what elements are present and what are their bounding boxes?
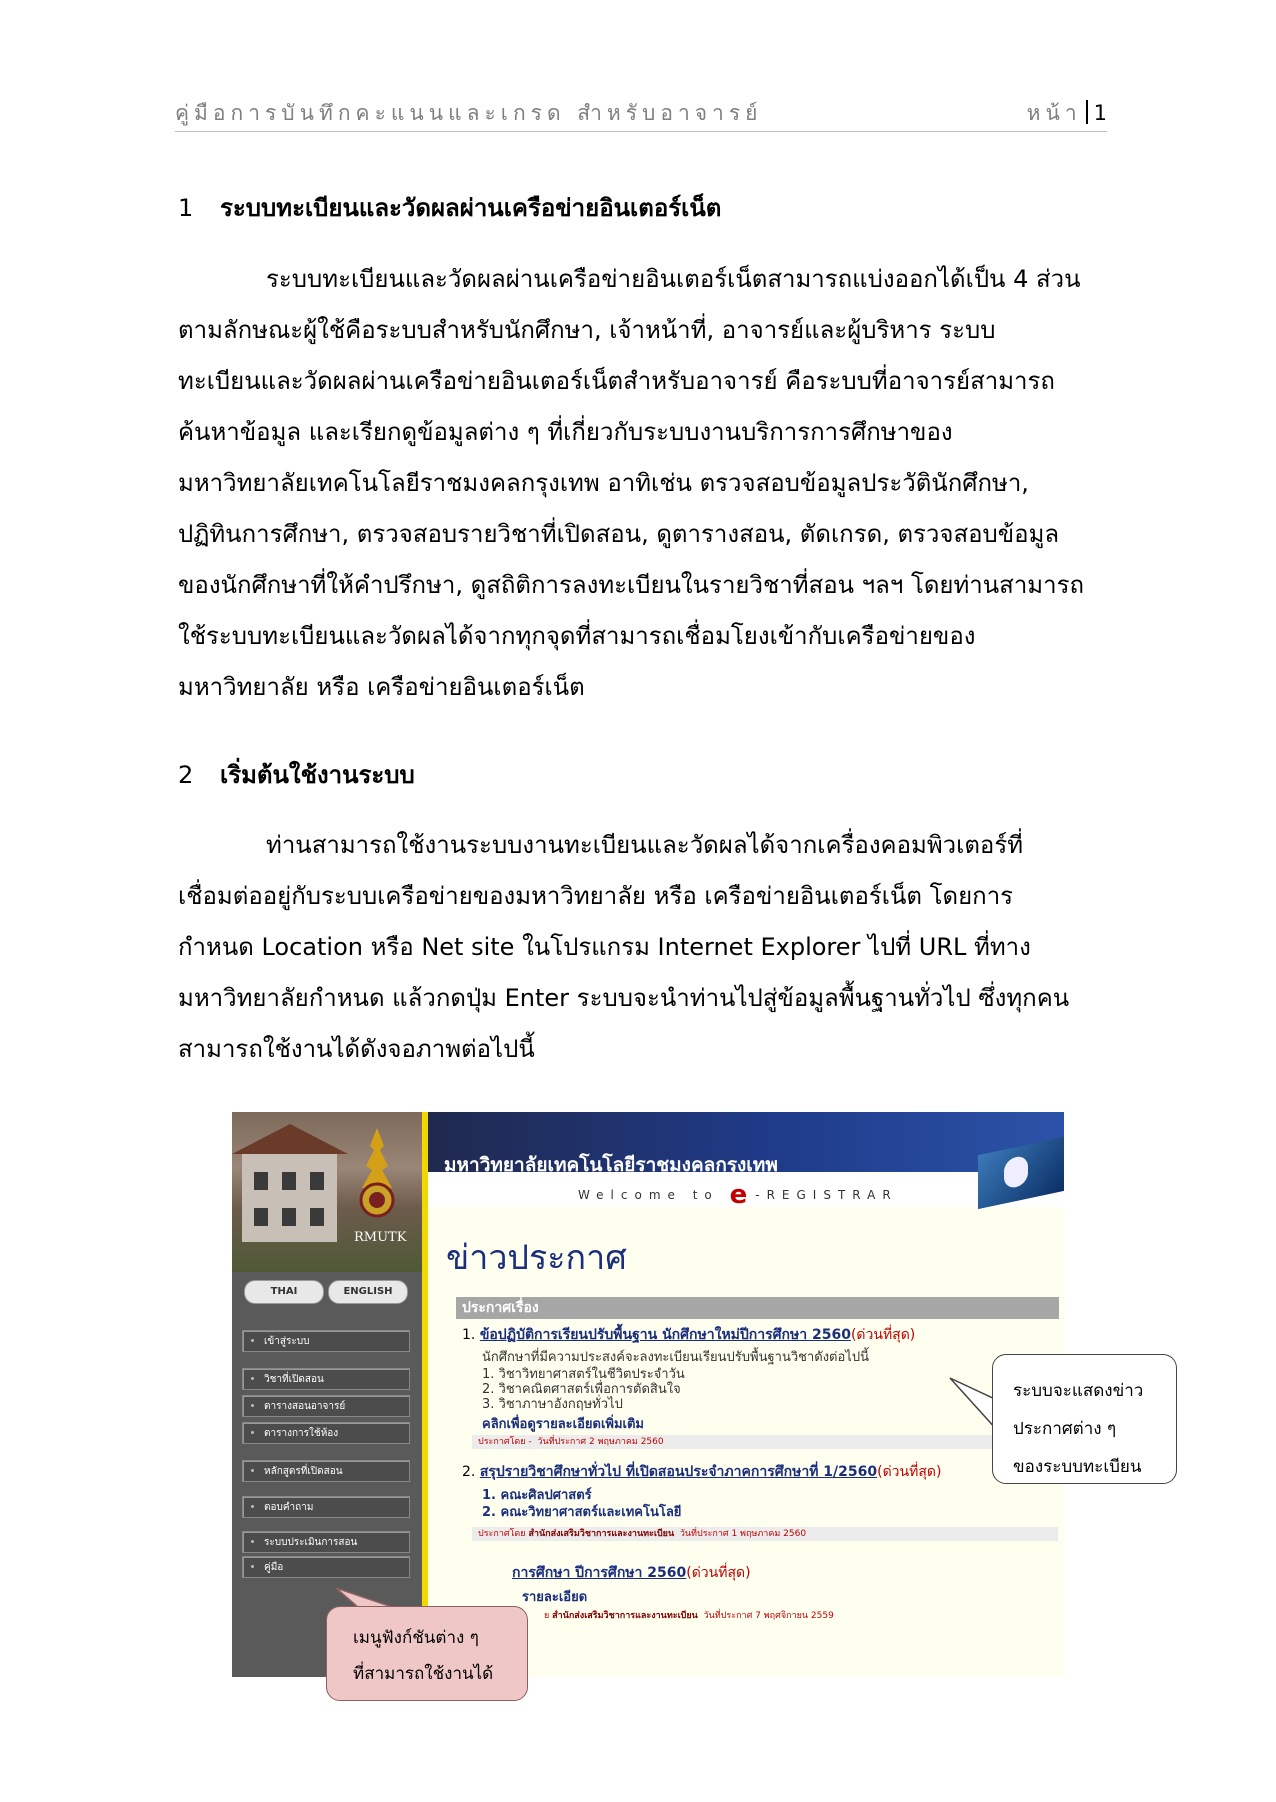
menu-open-courses[interactable] bbox=[242, 1368, 410, 1390]
meta-date: วันที่ประกาศ 7 พฤศจิกายน 2559 bbox=[703, 1611, 834, 1621]
s1-line-9: มหาวิทยาลัย หรือ เครือข่ายอินเตอร์เน็ต bbox=[178, 673, 585, 701]
bullet-icon bbox=[251, 1404, 254, 1407]
callout-news-line-1: ระบบจะแสดงข่าว bbox=[1013, 1381, 1144, 1401]
meta-org: สำนักส่งเสริมวิชาการและงานทะเบียน bbox=[552, 1611, 698, 1621]
section-2-body bbox=[178, 820, 1102, 1075]
menu-teaching-evaluation[interactable] bbox=[242, 1531, 410, 1553]
urgent-tag: (ด่วนที่สุด) bbox=[850, 1327, 916, 1343]
welcome-label: Welcome to bbox=[578, 1188, 719, 1202]
menu-label: วิชาที่เปิดสอน bbox=[264, 1374, 324, 1385]
news-item-1-sub-1: 1. วิชาวิทยาศาสตร์ในชีวิตประจำวัน bbox=[482, 1367, 685, 1382]
section-2-heading bbox=[178, 755, 415, 794]
section-1-title: ระบบทะเบียนและวัดผลผ่านเครือข่ายอินเตอร์เน็ต bbox=[220, 194, 722, 222]
bullet-icon bbox=[251, 1505, 254, 1508]
callout-news bbox=[992, 1354, 1177, 1484]
welcome-e: e bbox=[729, 1180, 748, 1210]
lang-english-button[interactable]: ENGLISH bbox=[328, 1280, 408, 1304]
news-item-1-desc: นักศึกษาที่มีความประสงค์จะลงทะเบียนเรียนปรับพื้นฐานวิชาดังต่อไปนี้ bbox=[482, 1350, 869, 1365]
section-1-number: 1 bbox=[178, 194, 194, 222]
s2-line-5: สามารถใช้งานได้ดังจอภาพต่อไปนี้ bbox=[178, 1035, 535, 1063]
section-1-heading bbox=[178, 188, 721, 227]
callout-menu-text bbox=[353, 1620, 493, 1692]
s1-line-1: ระบบทะเบียนและวัดผลผ่านเครือข่ายอินเตอร์เน็ตสามารถแบ่งออกได้เป็น 4 ส่วน bbox=[266, 265, 1081, 293]
s2-line-1: ท่านสามารถใช้งานระบบงานทะเบียนและวัดผลได้จากเครื่องคอมพิวเตอร์ที่ bbox=[266, 831, 1024, 859]
news-item-2-meta bbox=[472, 1527, 1058, 1541]
news-item-2-sub-2[interactable]: 2. คณะวิทยาศาสตร์และเทคโนโลยี bbox=[482, 1505, 682, 1520]
callout-menu-line-1: เมนูฟังก์ชันต่าง ๆ bbox=[353, 1628, 479, 1648]
news-item-number: 1. bbox=[462, 1327, 476, 1343]
menu-label: เข้าสู่ระบบ bbox=[264, 1336, 310, 1347]
menu-room-schedule[interactable] bbox=[242, 1422, 410, 1444]
bullet-icon bbox=[251, 1377, 254, 1380]
news-item-1-meta bbox=[472, 1435, 1058, 1449]
s2-line-3: กำหนด Location หรือ Net site ในโปรแกรม Internet Explorer ไปที่ URL ที่ทาง bbox=[178, 933, 1031, 961]
bullet-icon bbox=[251, 1339, 254, 1342]
registrar-screenshot bbox=[232, 1112, 1064, 1677]
s2-line-4: มหาวิทยาลัยกำหนด แล้วกดปุ่ม Enter ระบบจะนำท่านไปสู่ข้อมูลพื้นฐานทั่วไป ซึ่งทุกคน bbox=[178, 984, 1070, 1012]
university-emblem-icon bbox=[352, 1126, 402, 1226]
menu-curricula[interactable] bbox=[242, 1460, 410, 1482]
callout-menu-line-2: ที่สามารถใช้งานได้ bbox=[353, 1664, 494, 1684]
menu-label: ตารางสอนอาจารย์ bbox=[264, 1401, 346, 1412]
news-item-3-link[interactable]: การศึกษา ปีการศึกษา 2560 bbox=[512, 1565, 687, 1581]
callout-menu bbox=[326, 1606, 528, 1701]
site-banner bbox=[428, 1112, 1064, 1210]
news-item-3 bbox=[512, 1562, 751, 1584]
building-illustration bbox=[242, 1152, 337, 1242]
s1-line-7: ของนักศึกษาที่ให้คำปรึกษา, ดูสถิติการลงทะเบียนในรายวิชาที่สอน ฯลฯ โดยท่านสามารถ bbox=[178, 571, 1085, 599]
callout-news-text bbox=[1013, 1372, 1143, 1486]
welcome-registrar: -REGISTRAR bbox=[755, 1188, 898, 1202]
logo-text: RMUTK bbox=[354, 1230, 407, 1245]
news-item-1-link[interactable]: ข้อปฏิบัติการเรียนปรับพื้นฐาน นักศึกษาใหม่ปีการศึกษา 2560 bbox=[479, 1327, 851, 1343]
screenshot-main bbox=[422, 1112, 1064, 1677]
s1-line-8: ใช้ระบบทะเบียนและวัดผลได้จากทุกจุดที่สามารถเชื่อมโยงเข้ากับเครือข่ายของ bbox=[178, 622, 976, 650]
menu-label: ระบบประเมินการสอน bbox=[264, 1537, 358, 1548]
meta-date: วันที่ประกาศ 1 พฤษภาคม 2560 bbox=[679, 1529, 807, 1539]
news-item-3-more-link[interactable]: รายละเอียด bbox=[522, 1590, 588, 1605]
menu-login[interactable] bbox=[242, 1330, 410, 1352]
meta-by: ประกาศโดย bbox=[478, 1529, 526, 1539]
news-item-1-more-link[interactable]: คลิกเพื่อดูรายละเอียดเพิ่มเติม bbox=[482, 1417, 644, 1432]
page-header bbox=[175, 97, 1107, 132]
news-item-3-meta bbox=[538, 1609, 1058, 1623]
s1-line-4: ค้นหาข้อมูล และเรียกดูข้อมูลต่าง ๆ ที่เกี่ยวกับระบบงานบริการการศึกษาของ bbox=[178, 418, 953, 446]
welcome-text bbox=[578, 1180, 898, 1210]
screenshot-sidebar bbox=[232, 1112, 422, 1677]
meta-date: วันที่ประกาศ 2 พฤษภาคม 2560 bbox=[537, 1437, 664, 1447]
section-2-number: 2 bbox=[178, 761, 194, 789]
bullet-icon bbox=[251, 1469, 254, 1472]
lang-thai-button[interactable]: THAI bbox=[244, 1280, 324, 1304]
page-number: 1 bbox=[1093, 101, 1107, 125]
news-item-2 bbox=[462, 1461, 941, 1483]
news-item-2-sub-1[interactable]: 1. คณะศิลปศาสตร์ bbox=[482, 1488, 592, 1503]
meta-by: ย bbox=[544, 1611, 550, 1621]
news-item-1 bbox=[462, 1324, 915, 1346]
header-page bbox=[1027, 97, 1107, 130]
s1-line-5: มหาวิทยาลัยเทคโนโลยีราชมงคลกรุงเทพ อาทิเช่น ตรวจสอบข้อมูลประวัตินักศึกษา, bbox=[178, 469, 1029, 497]
news-item-2-link[interactable]: สรุปรายวิชาศึกษาทั่วไป ที่เปิดสอนประจำภาคการศึกษาที่ 1/2560 bbox=[479, 1464, 878, 1480]
news-item-number: 2. bbox=[462, 1464, 476, 1480]
news-bar: ประกาศเรื่อง bbox=[456, 1297, 1059, 1319]
page-label: หน้า bbox=[1026, 101, 1082, 125]
s2-line-2: เชื่อมต่ออยู่กับระบบเครือข่ายของมหาวิทยาลัย หรือ เครือข่ายอินเตอร์เน็ต โดยการ bbox=[178, 882, 1014, 910]
campus-photo bbox=[232, 1112, 422, 1272]
callout-news-line-3: ของระบบทะเบียน bbox=[1013, 1457, 1142, 1477]
s1-line-3: ทะเบียนและวัดผลผ่านเครือข่ายอินเตอร์เน็ตสำหรับอาจารย์ คือระบบที่อาจารย์สามารถ bbox=[178, 367, 1055, 395]
urgent-tag: (ด่วนที่สุด) bbox=[877, 1464, 942, 1480]
menu-label: คู่มือ bbox=[264, 1562, 284, 1573]
callout-news-line-2: ประกาศต่าง ๆ bbox=[1013, 1419, 1117, 1439]
header-title: คู่มือการบันทึกคะแนนและเกรด สำหรับอาจารย์ bbox=[175, 101, 763, 125]
bullet-icon bbox=[251, 1540, 254, 1543]
urgent-tag: (ด่วนที่สุด) bbox=[686, 1565, 751, 1581]
s1-line-6: ปฏิทินการศึกษา, ตรวจสอบรายวิชาที่เปิดสอน, ดูตารางสอน, ตัดเกรด, ตรวจสอบข้อมูล bbox=[178, 520, 1060, 548]
bullet-icon bbox=[251, 1431, 254, 1434]
s1-line-2: ตามลักษณะผู้ใช้คือระบบสำหรับนักศึกษา, เจ้าหน้าที่, อาจารย์และผู้บริหาร ระบบ bbox=[178, 316, 996, 344]
menu-label: ตารางการใช้ห้อง bbox=[264, 1428, 339, 1439]
meta-org: สำนักส่งเสริมวิชาการและงานทะเบียน bbox=[528, 1529, 675, 1539]
news-heading: ข่าวประกาศ bbox=[446, 1238, 627, 1278]
header-separator bbox=[1086, 100, 1088, 124]
menu-manual[interactable] bbox=[242, 1556, 410, 1578]
news-item-1-sub-3: 3. วิชาภาษาอังกฤษทั่วไป bbox=[482, 1397, 623, 1412]
menu-teacher-schedule[interactable] bbox=[242, 1395, 410, 1417]
news-item-1-sub-2: 2. วิชาคณิตศาสตร์เพื่อการตัดสินใจ bbox=[482, 1382, 681, 1397]
menu-label: ตอบคำถาม bbox=[264, 1502, 314, 1513]
bullet-icon bbox=[251, 1565, 254, 1568]
section-1-body bbox=[178, 254, 1102, 713]
menu-label: หลักสูตรที่เปิดสอน bbox=[264, 1466, 343, 1477]
section-2-title: เริ่มต้นใช้งานระบบ bbox=[220, 761, 415, 789]
banner-university-name: มหาวิทยาลัยเทคโนโลยีราชมงคลกรุงเทพ bbox=[444, 1154, 778, 1176]
menu-faq[interactable] bbox=[242, 1496, 410, 1518]
meta-by: ประกาศโดย - bbox=[478, 1437, 532, 1447]
